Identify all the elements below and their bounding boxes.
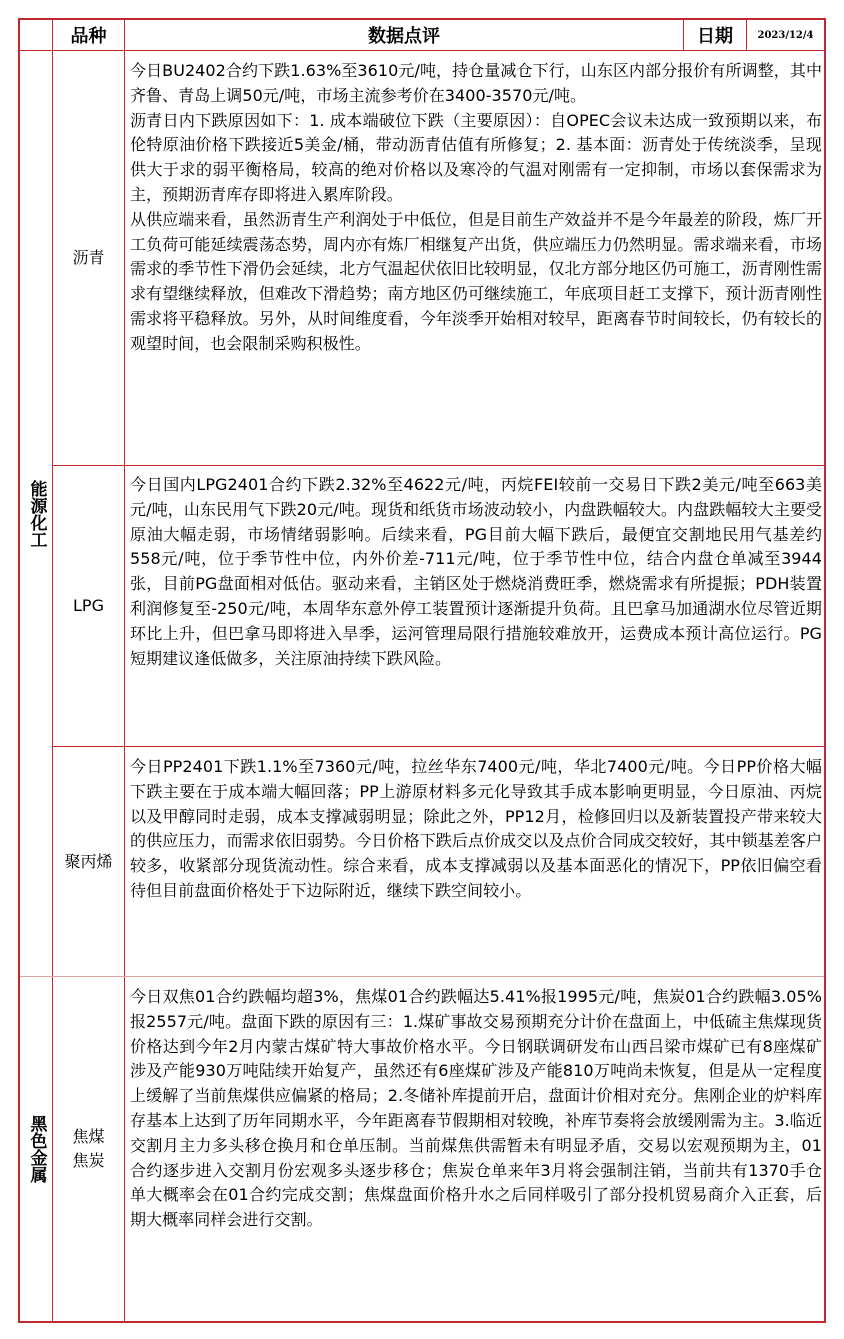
header-date-label: 日期 bbox=[697, 26, 733, 47]
commentary-lpg bbox=[130, 473, 822, 671]
category-energy-chemical: 能源化工 bbox=[26, 479, 47, 548]
commentary-asphalt bbox=[130, 59, 822, 357]
paragraph: 今日PP2401下跌1.1%至7360元/吨，拉丝华东7400元/吨，华北7400元/吨。今日PP价格大幅下跌主要在于成本端大幅回落；PP上游原材料多元化导致其手成本影响更明显，今日原油、丙烷以及甲醇同时走弱，成本支撑减弱明显；除此之外，PP12月，检修回归以及新装置投产带来较大的供应压力，而需求依旧弱势。今日价格下跌后点价成交以及点价合同成交较好，其中锁基差客户较多，收紧部分现货流动性。综合来看，成本支撑减弱以及基本面恶化的情况下，PP依旧偏空看待但目前盘面价格处于下边际附近，继续下跌空间较小。 bbox=[130, 757, 822, 900]
row-divider bbox=[52, 465, 824, 466]
header-date-value: 2023/12/4 bbox=[757, 29, 814, 41]
header-divider bbox=[20, 50, 824, 51]
item-lpg: LPG bbox=[73, 596, 104, 615]
paragraph: 今日国内LPG2401合约下跌2.32%至4622元/吨，丙烷FEI较前一交易日下跌2美元/吨至663美元/吨，山东民用气下跌20元/吨。现货和纸货市场波动较小，内盘跌幅较大。内盘跌幅较大主要受原油大幅走弱，市场情绪弱影响。后续来看，PG目前大幅下跌后，最便宜交割地民用气基差约558元/吨，位于季节性中位，内外价差-711元/吨，位于季节性中位，结合内盘仓单减至3944张，目前PG盘面相对低估。驱动来看，主销区处于燃烧消费旺季，燃烧需求有所提振；PDH装置利润修复至-250元/吨，本周华东意外停工装置预计逐渐提升负荷。且巴拿马加通湖水位尽管近期环比上升，但巴拿马即将进入旱季，运河管理局限行措施较难放开，运费成本预计高位运行。PG短期建议逢低做多，关注原油持续下跌风险。 bbox=[130, 475, 822, 668]
item-column-divider bbox=[124, 20, 125, 1321]
section-divider bbox=[20, 976, 824, 977]
paragraph: 沥青日内下跌原因如下：1. 成本端破位下跌（主要原因）：自OPEC会议未达成一致预期以来，布伦特原油价格下跌接近5美金/桶，带动沥青估值有所修复；2. 基本面：沥青处于传统淡季，呈现供大于求的弱平衡格局，较高的绝对价格以及寒冷的气温对刚需有一定抑制，市场以套保需求为主，预期沥青库存即将进入累库阶段。 bbox=[130, 110, 822, 204]
paragraph: 今日BU2402合约下跌1.63%至3610元/吨，持仓量减仓下行，山东区内部分报价有所调整，其中齐鲁、青岛上调50元/吨，市场主流参考价在3400-3570元/吨。 bbox=[130, 61, 822, 105]
header-variety: 品种 bbox=[70, 26, 107, 47]
paragraph: 今日双焦01合约跌幅均超3%，焦煤01合约跌幅达5.41%报1995元/吨，焦炭01合约跌幅3.05%报2557元/吨。盘面下跌的原因有三：1.煤矿事故交易预期充分计价在盘面上，中低硫主焦煤现货价格达到今年2月内蒙古煤矿特大事故价格水平。今日钢联调研发布山西吕梁市煤矿已有8座煤矿涉及产能930万吨陆续开始复产，虽然还有6座煤矿涉及产能810万吨尚未恢复，但是从一定程度上缓解了当前焦煤供应偏紧的格局；2.冬储补库提前开启，盘面计价相对充分。焦刚企业的炉料库存基本上达到了历年同期水平，今年距离春节假期相对较晚，补库节奏将会放缓刚需为主。3.临近交割月主力多头移仓换月和仓单压制。当前煤焦供需暂未有明显矛盾，交易以宏观预期为主，01合约逐步进入交割月份宏观多头逐步移仓；焦炭仓单来年3月将会强制注销，当前共有1370手仓单大概率会在01合约完成交割；焦煤盘面价格升水之后同样吸引了部分投机贸易商介入正套，后期大概率同样会进行交割。 bbox=[130, 987, 822, 1230]
commentary-coking-coal-coke bbox=[130, 985, 822, 1233]
date-label-divider bbox=[683, 20, 684, 50]
row-divider bbox=[52, 746, 824, 747]
category-ferrous-metals: 黑色金属 bbox=[26, 1115, 47, 1183]
item-polypropylene: 聚丙烯 bbox=[64, 851, 113, 871]
header-comment: 数据点评 bbox=[368, 26, 440, 47]
item-asphalt: 沥青 bbox=[72, 248, 105, 267]
item-coking-coal-coke: 焦煤焦炭 bbox=[72, 1127, 105, 1170]
date-value-divider bbox=[746, 20, 747, 50]
paragraph: 从供应端来看，虽然沥青生产利润处于中低位，但是目前生产效益并不是今年最差的阶段，炼厂开工负荷可能延续震荡态势，周内亦有炼厂相继复产出货，供应端压力仍然明显。需求端来看，市场需求的季节性下滑仍会延续，北方气温起伏依旧比较明显，仅北方部分地区仍可施工，沥青刚性需求有望继续释放，但难改下滑趋势；南方地区仍可继续施工，年底项目赶工支撑下，预计沥青刚性需求将平稳释放。另外，从时间维度看，今年淡季开始相对较早，距离春节时间较长，仍有较长的观望时间，也会限制采购积极性。 bbox=[130, 209, 822, 353]
commentary-polypropylene bbox=[130, 755, 822, 904]
